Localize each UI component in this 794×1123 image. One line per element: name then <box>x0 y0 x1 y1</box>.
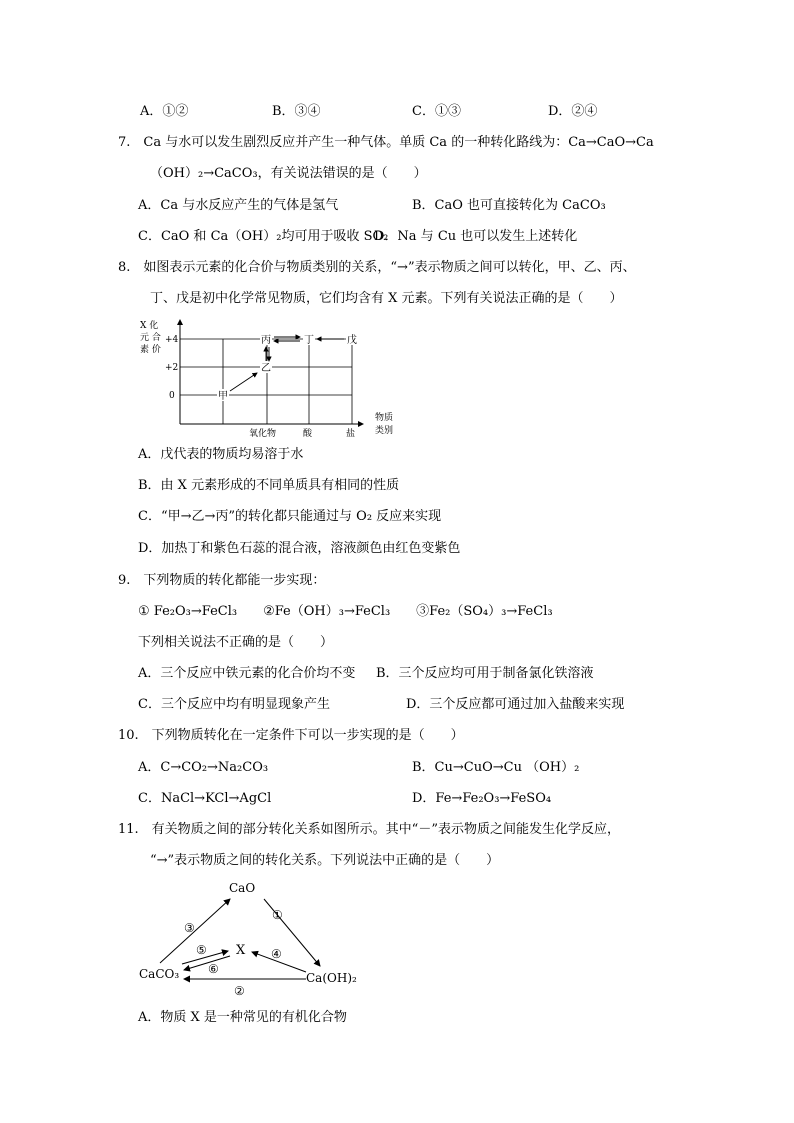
label-1: ① <box>272 908 283 922</box>
ytick-plus4: +4 <box>165 335 179 345</box>
q7-option-b: B．CaO 也可直接转化为 CaCO₃ <box>412 198 606 213</box>
node-yi: 乙 <box>261 363 271 374</box>
chart-ylabel-3: 素 价 <box>140 345 161 355</box>
q8-option-d: D．加热丁和紫色石蕊的混合液，溶液颜色由红色变紫色 <box>138 541 461 556</box>
q9-option-b: B．三个反应均可用于制备氯化铁溶液 <box>376 666 594 681</box>
q6-option-a: A．①② <box>140 104 189 119</box>
q10-option-a: A．C→CO₂→Na₂CO₃ <box>138 760 269 775</box>
q10-option-b: B．Cu→CuO→Cu （OH）₂ <box>412 760 580 775</box>
conversion-diagram <box>130 874 370 1000</box>
arrow-x-caco3 <box>184 956 230 970</box>
q8-stem-line1: 8. 如图表示元素的化合价与物质类别的关系，“→”表示物质之间可以转化，甲、乙、丙、 <box>118 260 636 275</box>
q7-option-a: A．Ca 与水反应产生的气体是氢气 <box>138 198 339 213</box>
q8-option-b: B．由 X 元素形成的不同单质具有相同的性质 <box>138 478 400 493</box>
label-2: ② <box>234 984 245 998</box>
node-wu: 戊 <box>347 335 357 346</box>
q9-stem-line3: 下列相关说法不正确的是（ ） <box>138 635 334 650</box>
q8-option-c: C．“甲→乙→丙”的转化都只能通过与 O₂ 反应来实现 <box>138 509 442 524</box>
arrow-jia-yi <box>230 373 257 391</box>
valence-category-chart <box>135 316 405 442</box>
q9-option-c: C．三个反应中均有明显现象产生 <box>138 697 330 712</box>
xtick-acid: 酸 <box>303 429 313 439</box>
q8-option-a: A．戊代表的物质均易溶于水 <box>138 447 304 462</box>
q11-stem-line2: “→”表示物质之间的转化关系。下列说法中正确的是（ ） <box>150 853 500 868</box>
label-4: ④ <box>271 947 282 961</box>
label-6: ⑥ <box>208 962 219 976</box>
chart-ylabel-1: X 化 <box>140 321 159 331</box>
ytick-zero: 0 <box>169 391 175 401</box>
q8-stem-line2: 丁、戊是初中化学常见物质，它们均含有 X 元素。下列有关说法正确的是（ ） <box>150 291 623 306</box>
label-3: ③ <box>184 921 195 935</box>
q9-stem-line2: ① Fe₂O₃→FeCl₃ ②Fe（OH）₃→FeCl₃ ③Fe₂（SO₄）₃→FeCl₃ <box>138 604 553 619</box>
q6-option-b: B．③④ <box>272 104 321 119</box>
chart-xlabel-2: 类别 <box>375 426 394 436</box>
label-5: ⑤ <box>196 943 207 957</box>
node-ding: 丁 <box>304 335 314 346</box>
q10-option-d: D．Fe→Fe₂O₃→FeSO₄ <box>412 791 552 806</box>
q7-option-d: D．Na 与 Cu 也可以发生上述转化 <box>374 229 578 244</box>
q9-stem-line1: 9. 下列物质的转化都能一步实现： <box>118 573 326 588</box>
chart-ylabel-2: 元 合 <box>140 333 161 343</box>
node-bing: 丙 <box>261 335 271 346</box>
q10-option-c: C．NaCl→KCl→AgCl <box>138 791 272 806</box>
node-x: X <box>236 943 246 958</box>
xtick-oxide: 氧化物 <box>249 429 277 439</box>
ytick-plus2: +2 <box>165 363 179 373</box>
q11-option-a: A．物质 X 是一种常见的有机化合物 <box>138 1010 347 1025</box>
node-caoh2: Ca(OH)₂ <box>306 971 357 985</box>
node-caco3: CaCO₃ <box>139 967 180 981</box>
chart-xlabel-1: 物质 <box>375 413 394 423</box>
q6-option-c: C．①③ <box>412 104 461 119</box>
q10-stem: 10. 下列物质转化在一定条件下可以一步实现的是（ ） <box>118 728 464 743</box>
q9-option-d: D．三个反应都可通过加入盐酸来实现 <box>406 697 625 712</box>
node-cao: CaO <box>229 881 256 895</box>
q7-stem-line1: 7. Ca 与水可以发生剧烈反应并产生一种气体。单质 Ca 的一种转化路线为：Ca→CaO→Ca <box>118 135 654 150</box>
q7-option-c: C．CaO 和 Ca（OH）₂均可用于吸收 SO₂ <box>138 229 389 244</box>
q9-option-a: A．三个反应中铁元素的化合价均不变 <box>138 666 356 681</box>
q6-option-d: D．②④ <box>548 104 598 119</box>
q11-stem-line1: 11. 有关物质之间的部分转化关系如图所示。其中“－”表示物质之间能发生化学反应， <box>118 822 620 837</box>
q7-stem-line2: （OH）₂→CaCO₃，有关说法错误的是（ ） <box>150 166 427 181</box>
node-jia: 甲 <box>218 391 228 402</box>
xtick-salt: 盐 <box>346 429 356 439</box>
